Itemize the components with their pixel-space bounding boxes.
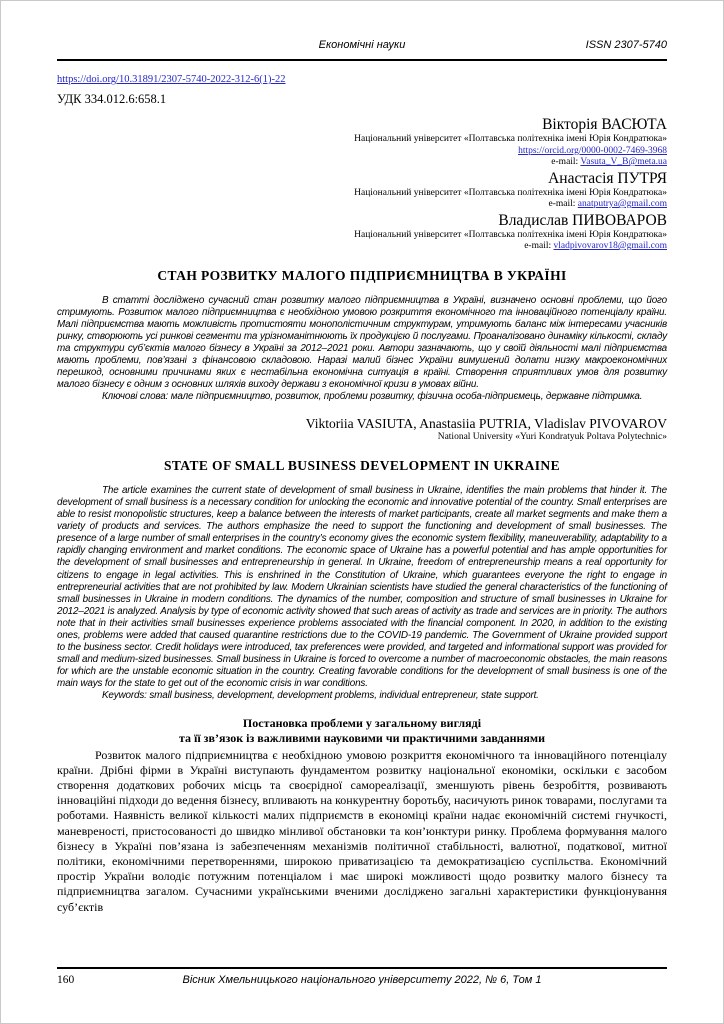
article-title-uk: СТАН РОЗВИТКУ МАЛОГО ПІДПРИЄМНИЦТВА В УКРАЇНІ bbox=[157, 267, 567, 283]
keywords-en-line bbox=[57, 690, 667, 702]
email-label: e-mail: bbox=[551, 157, 579, 167]
page-number: 160 bbox=[57, 974, 75, 986]
running-header-issn: ISSN 2307-5740 bbox=[585, 39, 667, 51]
keywords-uk-line bbox=[57, 391, 667, 403]
abstract-uk bbox=[57, 295, 667, 404]
body-text bbox=[57, 748, 667, 915]
udc-code: УДК 334.012.6:658.1 bbox=[57, 92, 167, 106]
header-divider bbox=[57, 59, 667, 61]
email-link[interactable]: anatputrya@gmail.com bbox=[577, 199, 667, 209]
author-name: Анастасія ПУТРЯ bbox=[548, 169, 667, 187]
author-email-line bbox=[57, 199, 667, 211]
author-orcid-line bbox=[57, 146, 667, 158]
section-heading-line1: Постановка проблеми у загальному вигляді bbox=[242, 715, 482, 730]
journal-title-line: Вісник Хмельницького національного університету 2022, № 6, Том 1 bbox=[182, 974, 542, 986]
author-name: Владислав ПИВОВАРОВ bbox=[498, 211, 667, 229]
body-paragraph: Розвиток малого підприємництва є необхідною умовою розкриття економічного та інноваційного потенціалу країни. Дрібні фірми в Україні виступають фундаментом розвитку національної економіки, оскільки є засобом створення додаткових робочих місць та своєрідної самореалізації, зменшують рівень безробіття, розвивають інноваційні підходи до ведення бізнесу, впливають на конкурентну боротьбу, насичують ринок товарами, послугами та роботами. Наявність великої кількості малих підприємств в економіці країни надає економічній системі гнучкості, маневреності, пристосованості до швидко мінливої обстановки та кон’юнктури ринку. Проблема формування малого бізнесу в Україні пов’язана із забезпеченням механізмів політичної стабільності, валютної, податкової, митної політики, економічними перетвореннями, широкою приватизацією та демократизацією суспільства. Економічний простір України володіє потужним потенціалом і має широкі можливості щодо розвитку малого бізнесу та підприємництва загалом. Сучасними українськими вченими досліджено загальні характеристики функціонування суб’єктів bbox=[57, 747, 667, 914]
abstract-uk-text: В статті досліджено сучасний стан розвитку малого підприємництва в Україні, визначено основні проблеми, що його стримують. Розвиток малого підприємництва є необхідною умовою розкриття економічного та інноваційного потенціалу країни. Малі підприємства мають можливість протистояти монополістичним структурам, утримують баланс між інтересами учасників ринку, створюють усі ринкові сегменти та урізноманітнюють їх продукцією й послугами. Проаналізовано динаміку кількості, складу та структури суб’єктів малого бізнесу в Україні за 2012–2021 роки. Автори зазначають, що у своїй діяльності малі підприємства мають проблеми, пов’язані з фінансовою складовою. Наразі малий бізнес України вимушений долати низку макроекономічних перешкод, основними причинами яких є нестабільна економічна ситуація в країні. Створення сприятливих умов для розвитку малого бізнесу є одним з основних шляхів виходу держави з економічної кризи в умовах війни. bbox=[57, 294, 667, 391]
footer-row bbox=[57, 974, 667, 989]
keywords-uk-text: мале підприємництво, розвиток, проблеми розвитку, фізична особа-підприємець, державне підтримка. bbox=[170, 391, 643, 403]
running-header bbox=[57, 39, 667, 55]
authors-block-uk bbox=[57, 115, 667, 253]
author-entry bbox=[57, 211, 667, 253]
abstract-en bbox=[57, 485, 667, 703]
footer-divider bbox=[57, 967, 667, 969]
author-entry bbox=[57, 115, 667, 169]
authors-en-names: Viktoriia VASIUTA, Anastasiia PUTRIA, Vladislav PIVOVAROV bbox=[305, 416, 667, 432]
article-title-en: STATE OF SMALL BUSINESS DEVELOPMENT IN UKRAINE bbox=[164, 457, 560, 473]
email-label: e-mail: bbox=[548, 199, 576, 209]
page-footer bbox=[57, 967, 667, 989]
author-affiliation: Національний університет «Полтавська політехніка імені Юрія Кондратюка» bbox=[354, 134, 667, 144]
doi-link[interactable]: https://doi.org/10.31891/2307-5740-2022-312-6(1)-22 bbox=[57, 74, 286, 85]
email-label: e-mail: bbox=[524, 241, 552, 251]
abstract-en-text: The article examines the current state of development of small business in Ukraine, identifies the main problems that hinder it. The development of small business is a necessary condition for unlocking the economic and innovative potential of the country. Small enterprises are able to resist monopolistic structures, keep a balance between the interests of market participants, create all market segments and make them a variety of products and services. The authors emphasize the need to support the functioning and development of small businesses. The presence of a large number of small enterprises in the country’s economy gives the economic system flexibility, maneuverability, adaptability to a rapidly changing environment and market conditions. The economic space of Ukraine has a powerful potential and has ample opportunities for the development of small businesses and entrepreneurship in general. In Ukraine, freedom of entrepreneurship means a real opportunity for citizens to engage in legal activities. This is enshrined in the Constitution of Ukraine, which guarantees everyone the right to engage in entrepreneurial activities that are not prohibited by law. Modern Ukrainian scientists have studied the general characteristics of the functioning of small businesses in Ukraine in modern conditions. The dynamics of the number, composition and structure of small businesses in Ukraine for 2012–2021 is analyzed. Analysis by type of economic activity showed that such areas of activity as trade and services are in priority. The authors note that in their activities small businesses experience problems associated with the financial component. In 2020, in addition to the existing ones, problems were added that caused quarantine restrictions due to the COVID-19 pandemic. The Government of Ukraine provided support to the business sector. Credit holidays were introduced, tax preferences were provided, and targeted and informational support was provided for small and medium-sized businesses. Small business in Ukraine is forced to overcome a number of macroeconomic obstacles, the main reasons for which are the unstable economic situation in the country. Creating favorable conditions for the development of small business is one of the main ways for the state to get out of the economic crisis in war conditions. bbox=[57, 484, 667, 690]
doi-line bbox=[57, 74, 667, 85]
email-link[interactable]: vladpivovarov18@gmail.com bbox=[553, 241, 667, 251]
section-heading-line2: та її зв’язок із важливими науковими чи практичними завданнями bbox=[178, 730, 546, 745]
author-name: Вікторія ВАСЮТА bbox=[542, 116, 667, 133]
authors-block-en bbox=[57, 416, 667, 444]
keywords-en-text: small business, development, development problems, individual entrepreneur, state support. bbox=[149, 690, 539, 702]
affiliation-en: National University «Yuri Kondratyuk Poltava Polytechnic» bbox=[437, 432, 667, 443]
email-link[interactable]: Vasuta_V_B@meta.ua bbox=[580, 157, 667, 167]
section-heading bbox=[57, 716, 667, 746]
author-affiliation: Національний університет «Полтавська політехніка імені Юрія Кондратюка» bbox=[354, 187, 667, 198]
author-entry bbox=[57, 169, 667, 211]
keywords-uk-label: Ключові слова: bbox=[102, 391, 169, 403]
orcid-link[interactable]: https://orcid.org/0000-0002-7469-3968 bbox=[518, 145, 667, 156]
running-header-section: Економічні науки bbox=[318, 39, 406, 51]
keywords-en-label: Keywords: bbox=[102, 690, 147, 702]
author-email-line bbox=[57, 157, 667, 169]
author-affiliation: Національний університет «Полтавська політехніка імені Юрія Кондратюка» bbox=[354, 229, 667, 240]
author-email-line bbox=[57, 241, 667, 253]
